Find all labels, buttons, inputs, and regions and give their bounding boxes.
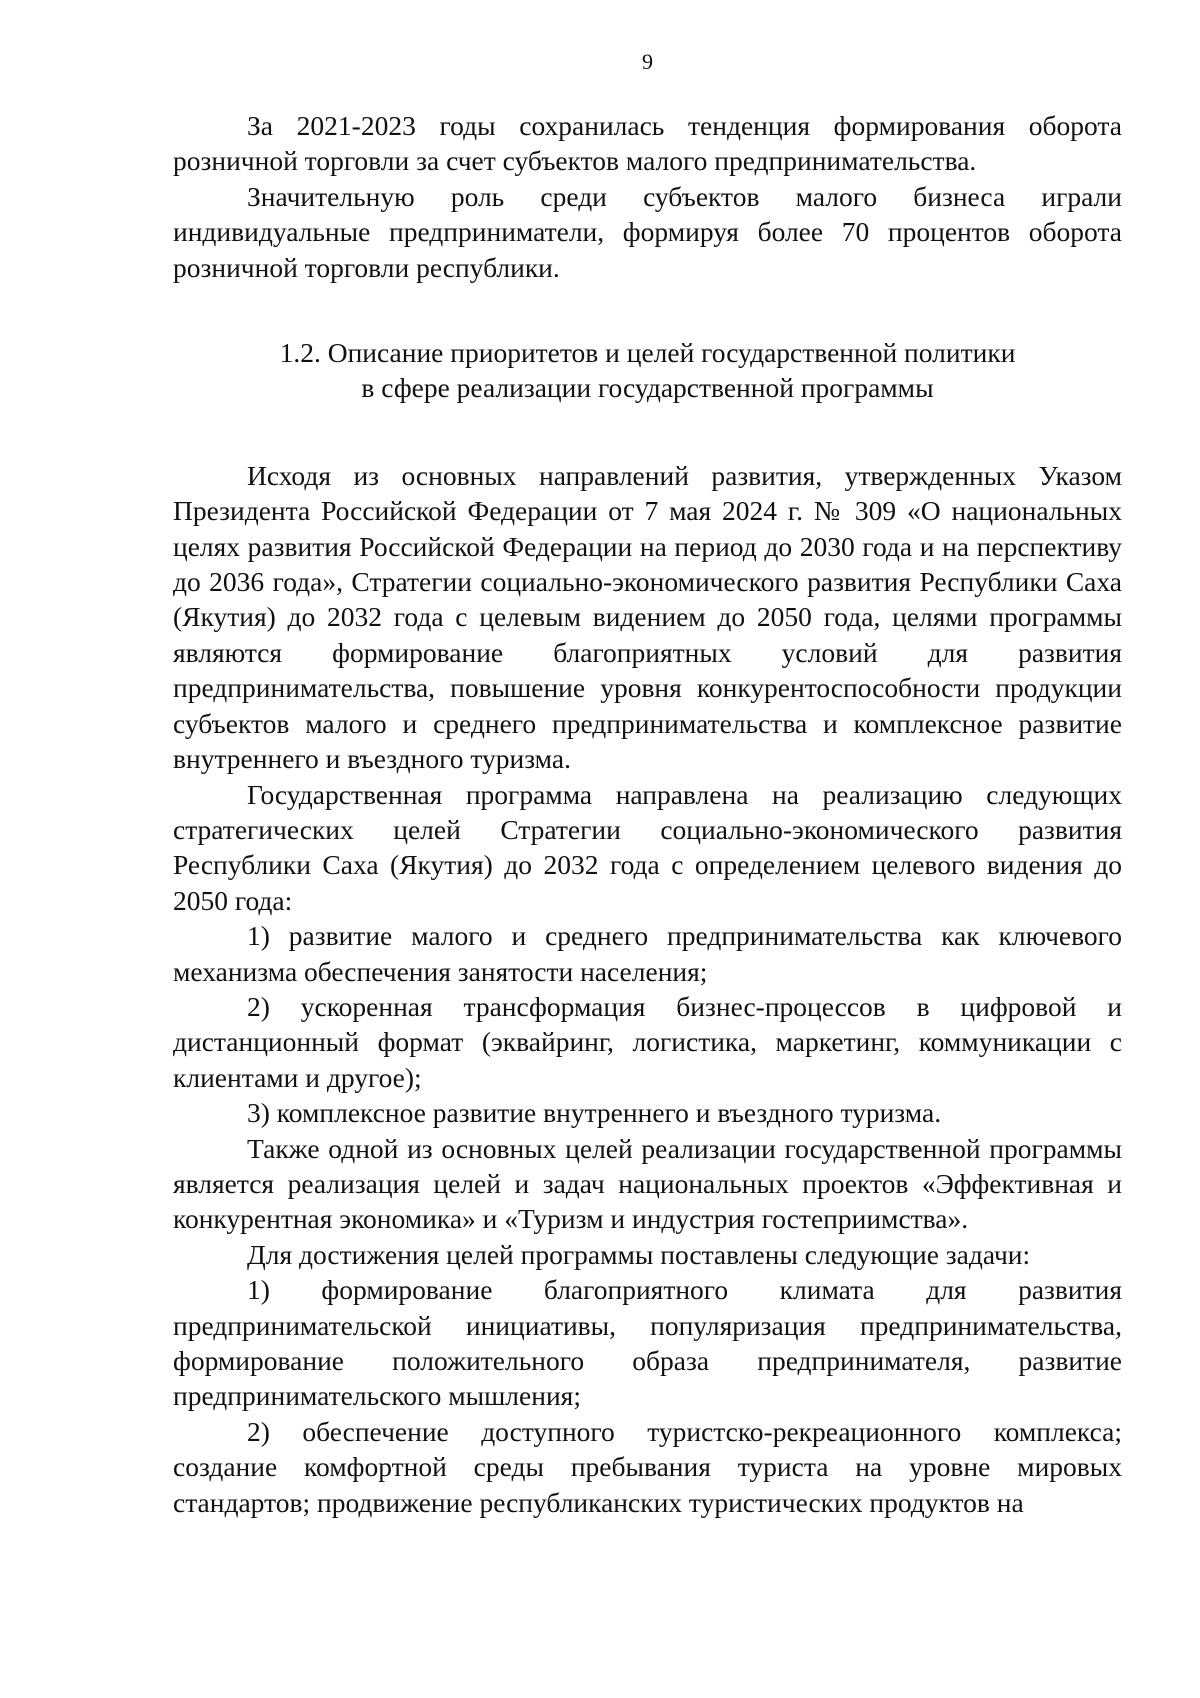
paragraph-entrepreneurs-role: Значительную роль среди субъектов малого бизнеса играли индивидуальные предприниматели, формируя более 70 процентов оборота розничной торговли республики. bbox=[173, 180, 1122, 283]
list-item-goal-2: 2) ускоренная трансформация бизнес-процессов в цифровой и дистанционный формат (эквайринг, логистика, маркетинг, коммуникации с клиентами и другое); bbox=[173, 990, 1122, 1093]
list-item-task-2: 2) обеспечение доступного туристско-рекреационного комплекса; создание комфортной среды пребывания туриста на уровне мировых стандартов; продвижение республиканских туристических продуктов на bbox=[173, 1415, 1122, 1518]
paragraph-program-goals: Исходя из основных направлений развития, утвержденных Указом Президента Российской Федерации от 7 мая 2024 г. № 309 «О национальных целях развития Российской Федерации на период до 2030 года и на перспективу до 2036 года», Стратегии социально-экономического развития Республики Саха (Якутия) до 2032 года с целевым видением до 2050 года, целями программы являются формирование благоприятных условий для развития предпринимательства, повышение уровня конкурентоспособности продукции субъектов малого и среднего предпринимательства и комплексное развитие внутреннего и въездного туризма. bbox=[173, 459, 1122, 775]
section-heading bbox=[173, 335, 1122, 406]
paragraph-retail-trend: За 2021-2023 годы сохранилась тенденция формирования оборота розничной торговли за счет субъектов малого предпринимательства. bbox=[173, 110, 1122, 177]
list-item-task-1: 1) формирование благоприятного климата для развития предпринимательской инициативы, популяризация предпринимательства, формирование положительного образа предпринимателя, развитие предпринимательского мышления; bbox=[173, 1274, 1122, 1412]
paragraph-tasks-intro: Для достижения целей программы поставлены следующие задачи: bbox=[247, 1238, 1031, 1270]
paragraph-national-projects: Также одной из основных целей реализации государственной программы является реализация целей и задач национальных проектов «Эффективная и конкурентная экономика» и «Туризм и индустрия гостеприимства». bbox=[173, 1132, 1122, 1235]
list-item-goal-3: 3) комплексное развитие внутреннего и въездного туризма. bbox=[247, 1097, 942, 1129]
section-heading-line-1: 1.2. Описание приоритетов и целей государственной политики bbox=[279, 337, 1016, 369]
page-number: 9 bbox=[642, 49, 653, 74]
section-heading-line-2: в сфере реализации государственной программы bbox=[361, 372, 934, 404]
list-item-goal-1: 1) развитие малого и среднего предпринимательства как ключевого механизма обеспечения занятости населения; bbox=[173, 920, 1122, 987]
paragraph-strategic-goals: Государственная программа направлена на реализацию следующих стратегических целей Стратегии социально-экономического развития Республики Саха (Якутия) до 2032 года с определением целевого видения до 2050 года: bbox=[173, 778, 1122, 916]
